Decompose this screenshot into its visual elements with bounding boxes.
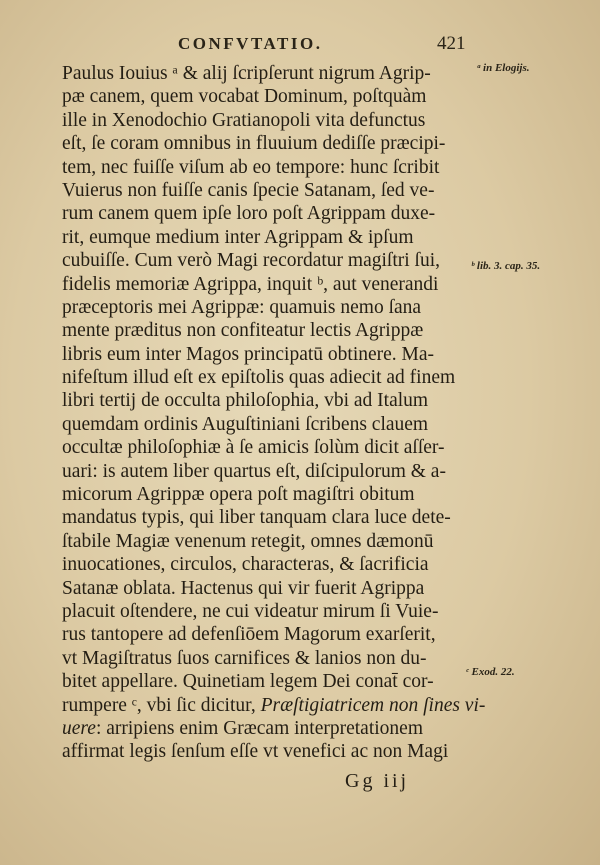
text-line: affirmat legis ſenſum eſſe vt venefici ac non Magi: [62, 741, 449, 763]
page-number: 421: [437, 33, 466, 54]
text-line: quemdam ordinis Auguſtiniani ſcribens clauem: [62, 413, 429, 435]
text-line: mandatus typis, qui liber tanquam clara luce dete-: [62, 507, 451, 529]
text-line: uari: is autem liber quartus eſt, diſcipulorum & a-: [62, 460, 446, 482]
text-line: ſtabile Magiæ venenum retegit, omnes dæmonū: [62, 530, 434, 552]
text-line: eſt, ſe coram omnibus in fluuium dediſſe præcipi-: [62, 133, 446, 155]
text-line: fidelis memoriæ Agrippa, inquit ᵇ, aut venerandi: [62, 273, 439, 295]
text-line: mente præditus non confiteatur lectis Agrippæ: [62, 320, 424, 342]
text-line: inuocationes, circulos, characteras, & ſacrificia: [62, 554, 429, 576]
text-line: libri tertij de occulta philoſophia, vbi ad Italum: [62, 390, 429, 412]
text-line: ille in Xenodochio Gratianopoli vita defunctus: [62, 109, 426, 131]
text-line: micorum Agrippæ opera poſt magiſtri obitum: [62, 484, 415, 506]
italic-quotation: uere: [62, 717, 96, 739]
text-line: Paulus Iouius ᵃ & alij ſcripſerunt nigrum Agrip-: [62, 63, 431, 84]
text-line: Satanæ oblata. Hactenus qui vir fuerit Agrippa: [62, 577, 425, 599]
text-line: occultæ philoſophiæ à ſe amicis ſolùm dicit aſſer-: [62, 437, 445, 459]
text-segment: : arripiens enim Græcam interpretationem: [95, 717, 423, 739]
marginal-note: ᶜ Exod. 22.: [466, 666, 515, 678]
text-line: vt Magiſtratus ſuos carnifices & lanios non du-: [62, 647, 427, 669]
running-title: CONFVTATIO.: [178, 34, 323, 53]
marginal-note: ᵃ in Elogijs.: [477, 62, 530, 74]
text-line: rus tantopere ad defenſiōem Magorum exarſerit,: [62, 624, 436, 646]
text-line: libris eum inter Magos principatū obtinere. Ma-: [62, 343, 435, 365]
signature-mark: Gg iij: [345, 770, 410, 792]
text-segment: rumpere ᶜ, vbi ſic dicitur,: [62, 694, 261, 716]
text-line: rum canem quem ipſe loro poſt Agrippam duxe-: [62, 203, 436, 225]
marginal-note: ᵇ lib. 3. cap. 35.: [471, 260, 541, 272]
text-line-with-italic: [62, 717, 472, 740]
text-line-with-italic: [62, 694, 486, 717]
body-text: [62, 62, 486, 764]
text-line: pæ canem, quem vocabat Dominum, poſtquàm: [62, 86, 427, 108]
text-line: cubuiſſe. Cum verò Magi recordatur magiſtri ſui,: [62, 250, 440, 272]
text-line: tem, nec fuiſſe viſum ab eo tempore: hunc ſcribit: [62, 156, 440, 178]
text-line: placuit oſtendere, ne cui videatur mirum ſi Vuie-: [62, 600, 439, 622]
text-line: præceptoris mei Agrippæ: quamuis nemo ſana: [62, 296, 422, 318]
italic-quotation: Præſtigiatricem non ſines vi-: [260, 694, 486, 716]
text-line: nifeſtum illud eſt ex epiſtolis quas adiecit ad finem: [62, 367, 456, 389]
text-line: Vuierus non fuiſſe canis ſpecie Satanam, ſed ve-: [62, 179, 435, 201]
page-header: [0, 34, 600, 58]
text-line: bitet appellare. Quinetiam legem Dei conat̄ cor-: [62, 671, 434, 693]
text-line: rit, eumque medium inter Agrippam & ipſum: [62, 226, 414, 248]
